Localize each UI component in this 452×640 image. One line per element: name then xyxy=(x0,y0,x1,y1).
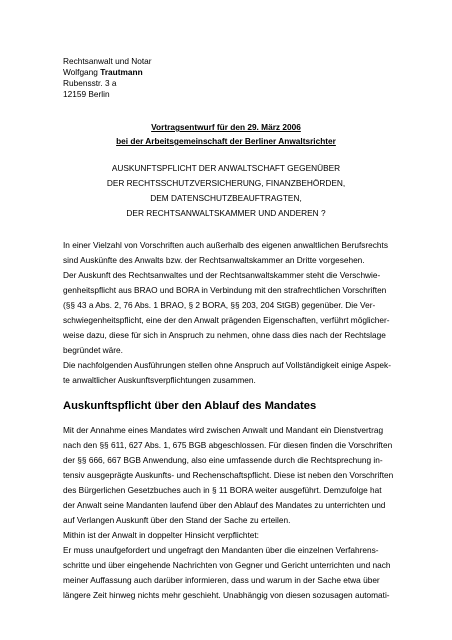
address-line-name xyxy=(63,67,143,78)
text-line: In einer Vielzahl von Vorschriften auch außerhalb des eigenen anwaltlichen Berufsrechts xyxy=(63,240,389,250)
address-last-name: Trautmann xyxy=(100,67,143,77)
text-line: tensiv ausgeprägte Auskunfts- und Rechenschaftspflicht. Diese ist neben den Vorschriften xyxy=(63,470,394,480)
document-subtitle: bei der Arbeitsgemeinschaft der Berliner Anwaltsrichter xyxy=(116,136,336,146)
address-line-street: Rubensstr. 3 a xyxy=(63,78,117,88)
text-line: (§§ 43 a Abs. 2, 76 Abs. 1 BRAO, § 2 BORA, §§ 203, 204 StGB) gegenüber. Die Ver- xyxy=(63,300,376,310)
text-line: nach den §§ 611, 627 Abs. 1, 675 BGB abgeschlossen. Für diesen finden die Vorschriften xyxy=(63,440,393,450)
text-line: Mit der Annahme eines Mandates wird zwischen Anwalt und Mandant ein Dienstvertrag xyxy=(63,425,384,435)
subject-line: DEM DATENSCHUTZBEAUFTRAGTEN, xyxy=(150,193,302,203)
text-line: te anwaltlicher Auskunftsverpflichtungen zusammen. xyxy=(63,375,256,385)
text-line: des Bürgerlichen Gesetzbuches auch in § 11 BORA weiter ausgeführt. Demzufolge hat xyxy=(63,485,382,495)
text-line: auf Verlangen Auskunft über den Stand der Sache zu erteilen. xyxy=(63,515,291,525)
text-line: Mithin ist der Anwalt in doppelter Hinsicht verpflichtet: xyxy=(63,530,259,540)
text-line: schritte und über eingehende Nachrichten von Gegner und Gericht unterrichten und nach xyxy=(63,560,391,570)
text-line: genheitspflicht aus BRAO und BORA in Verbindung mit den strafrechtlichen Vorschriften xyxy=(63,285,387,295)
document-title: Vortragsentwurf für den 29. März 2006 xyxy=(151,122,301,132)
text-line: Die nachfolgenden Ausführungen stellen ohne Anspruch auf Vollständigkeit einige Aspek- xyxy=(63,360,391,370)
text-line: der §§ 666, 667 BGB Anwendung, also eine umfassende durch die Rechtsprechung in- xyxy=(63,455,383,465)
address-line-city: 12159 Berlin xyxy=(63,89,110,99)
address-line-profession: Rechtsanwalt und Notar xyxy=(63,56,152,66)
text-line: begründet wäre. xyxy=(63,345,123,355)
text-line: weise dazu, diese für sich in Anspruch zu nehmen, ohne dass dies nach der Rechtslage xyxy=(63,330,386,340)
text-line: der Anwalt seine Mandanten laufend über den Ablauf des Mandates zu unterrichten und xyxy=(63,500,386,510)
subject-line: AUSKUNFTSPFLICHT DER ANWALTSCHAFT GEGENÜBER xyxy=(111,163,341,173)
text-line: schwiegenheitspflicht, eine der den Anwalt prägenden Eigenschaften, verführt möglicher- xyxy=(63,315,390,325)
text-line: meiner Auffassung auch darüber informieren, dass und warum in der Sache etwa über xyxy=(63,575,380,585)
address-first-name: Wolfgang xyxy=(63,67,101,77)
text-line: Er muss unaufgefordert und ungefragt den Mandanten über die einzelnen Verfahrens- xyxy=(63,545,379,555)
subject-line: DER RECHTSSCHUTZVERSICHERUNG, FINANZBEHÖRDEN, xyxy=(106,178,346,188)
text-line: sind Auskünfte des Anwalts bzw. der Rechtsanwaltskammer an Dritte vorgesehen. xyxy=(63,255,365,265)
section-heading: Auskunftspflicht über den Ablauf des Mandates xyxy=(63,400,317,412)
subject-line: DER RECHTSANWALTSKAMMER UND ANDEREN ? xyxy=(126,208,326,218)
text-line: längere Zeit hinweg nichts mehr geschieht. Unabhängig von diesen sozusagen automati- xyxy=(63,590,390,600)
text-line: Der Auskunft des Rechtsanwaltes und der Rechtsanwaltskammer steht die Verschwie- xyxy=(63,270,381,280)
